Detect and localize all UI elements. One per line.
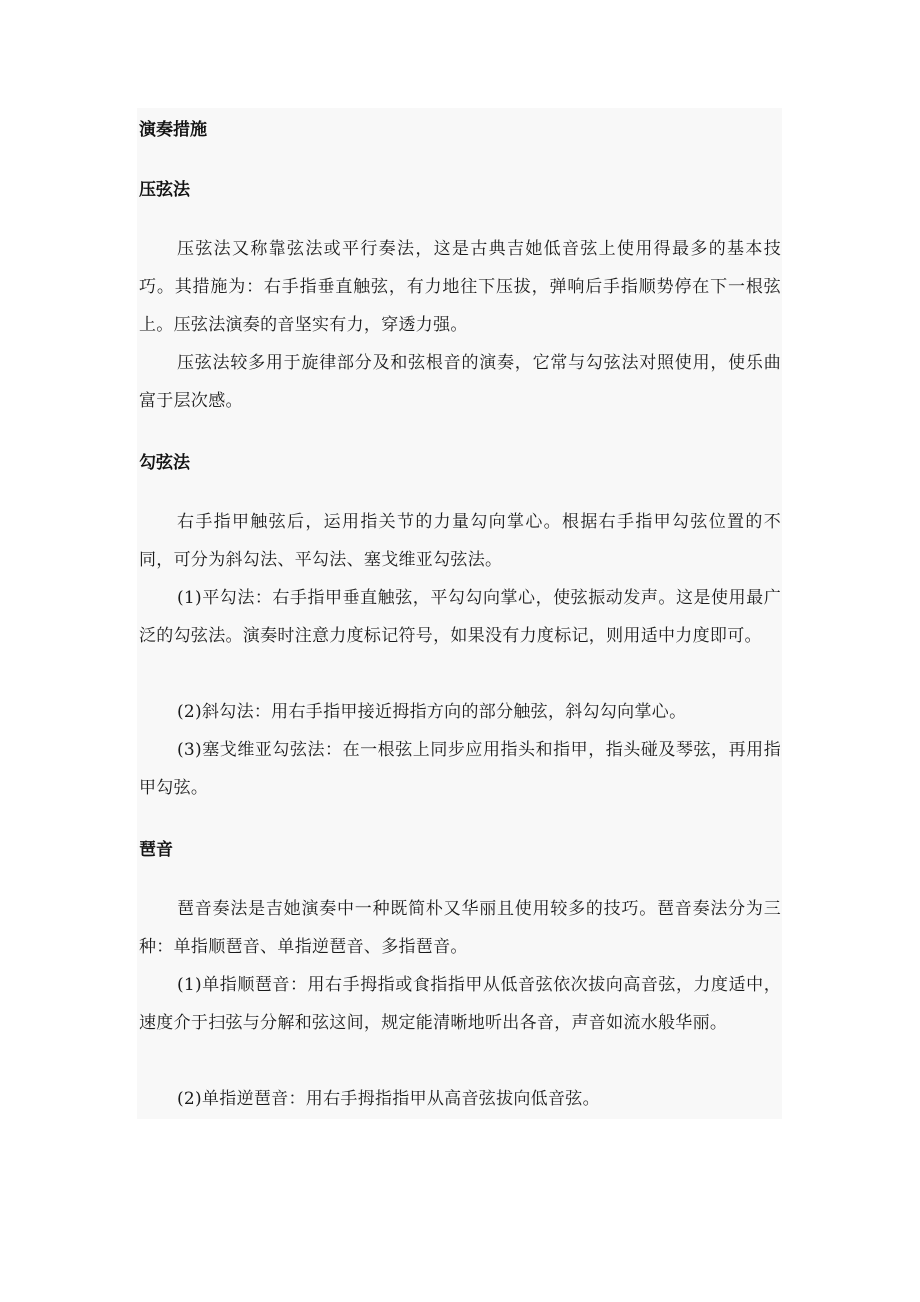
paragraph: 右手指甲触弦后，运用指关节的力量勾向掌心。根据右手指甲勾弦位置的不同，可分为斜勾法、平勾法、塞戈维亚勾弦法。 [139,512,781,570]
paragraph: (1)单指顺琶音：用右手拇指或食指指甲从低音弦依次拔向高音弦，力度适中，速度介于扫弦与分解和弦这间，规定能清晰地听出各音，声音如流水般华丽。 [139,975,781,1033]
paragraph: 压弦法又称靠弦法或平行奏法，这是古典吉她低音弦上使用得最多的基本技巧。其措施为：右手指垂直触弦，有力地往下压拔，弹响后手指顺势停在下一根弦上。压弦法演奏的音坚实有力，穿透力强。 [139,239,781,335]
paragraph: (2)单指逆琶音：用右手拇指指甲从高音弦拔向低音弦。 [177,1089,600,1109]
paragraph: (3)塞戈维亚勾弦法：在一根弦上同步应用指头和指甲，指头碰及琴弦，再用指甲勾弦。 [139,740,781,798]
paragraph: (1)平勾法：右手指甲垂直触弦，平勾勾向掌心，使弦振动发声。这是使用最广泛的勾弦法。演奏时注意力度标记符号，如果没有力度标记，则用适中力度即可。 [139,588,781,646]
section-heading-hook-string: 勾弦法 [139,453,190,473]
section-heading-press-string: 压弦法 [139,180,190,200]
paragraph: 压弦法较多用于旋律部分及和弦根音的演奏，它常与勾弦法对照使用，使乐曲富于层次感。 [139,353,781,411]
paragraph: 琶音奏法是吉她演奏中一种既简朴又华丽且使用较多的技巧。琶音奏法分为三种：单指顺琶音、单指逆琶音、多指琶音。 [139,899,781,957]
document-title: 演奏措施 [139,120,207,140]
paragraph: (2)斜勾法：用右手指甲接近拇指方向的部分触弦，斜勾勾向掌心。 [177,702,687,722]
section-heading-arpeggio: 琶音 [139,840,173,860]
